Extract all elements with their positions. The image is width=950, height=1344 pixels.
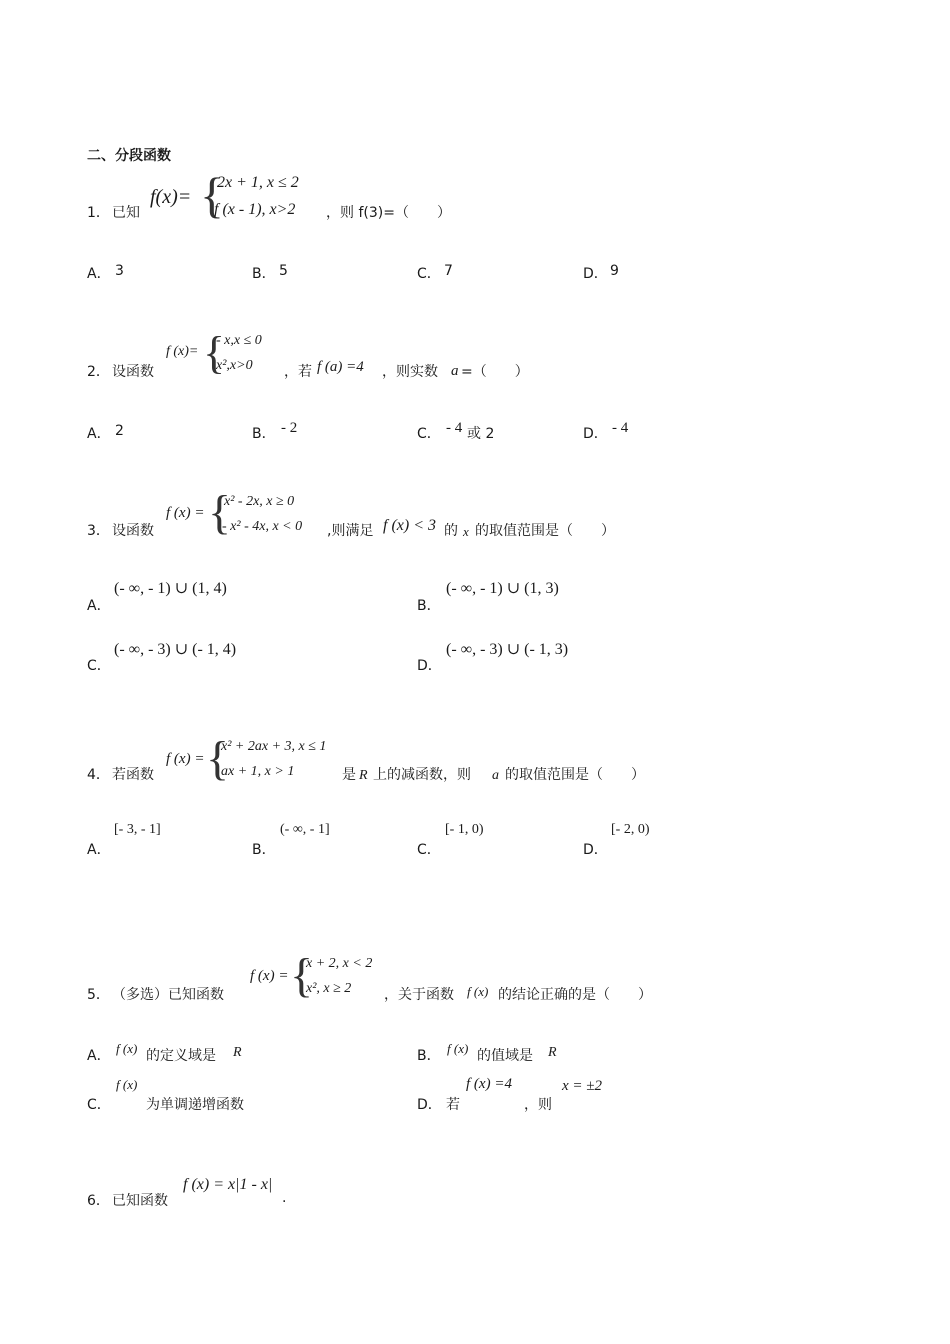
- option-b-letter: B．: [252, 426, 276, 442]
- variable: x: [463, 524, 469, 539]
- question-stem-prefix: 已知函数: [112, 1193, 168, 1209]
- question-stem-suffix: =（ ）: [461, 364, 529, 380]
- option-a-letter: A．: [87, 1048, 111, 1064]
- piecewise-case-1: x² + 2ax + 3, x ≤ 1: [221, 739, 327, 754]
- option-a-letter: A．: [87, 426, 111, 442]
- question-stem-text: ，则实数: [382, 364, 438, 380]
- option-d-letter: D．: [583, 266, 608, 282]
- option-a[interactable]: 3: [115, 263, 124, 279]
- option-b[interactable]: (- ∞, - 1]: [280, 822, 330, 837]
- variable: a: [492, 768, 499, 783]
- question-stem-prefix: （多选）已知函数: [112, 987, 224, 1003]
- option-b-var: R: [548, 1045, 557, 1060]
- piecewise-brace: {: [290, 949, 314, 1002]
- option-d-letter: D．: [583, 842, 608, 858]
- function-name: f(x)=: [150, 186, 192, 208]
- option-c-letter: C．: [417, 842, 441, 858]
- question-stem-text: 上的减函数，则: [373, 767, 471, 783]
- piecewise-brace: {: [208, 486, 232, 539]
- question-stem-prefix: 设函数: [112, 523, 154, 539]
- option-d-var: x = ±2: [562, 1078, 603, 1094]
- option-a-letter: A．: [87, 266, 111, 282]
- option-d-prefix: 若: [446, 1097, 460, 1113]
- piecewise-case-1: x + 2, x < 2: [306, 956, 373, 971]
- section-title: 二、分段函数: [87, 148, 171, 164]
- option-d-letter: D．: [583, 426, 608, 442]
- function-name: f (x) =: [250, 968, 289, 984]
- question-stem-prefix: 设函数: [112, 364, 154, 380]
- piecewise-case-1: x² - 2x, x ≥ 0: [224, 494, 295, 509]
- option-b-letter: B．: [417, 598, 441, 614]
- question-number: 5．: [87, 987, 110, 1003]
- question-stem-text: ，关于函数: [384, 987, 454, 1003]
- option-c-letter: C．: [87, 1097, 111, 1113]
- function-name: f (x)=: [166, 344, 199, 359]
- question-number: 2．: [87, 364, 110, 380]
- piecewise-case-2: ax + 1, x > 1: [221, 764, 295, 779]
- question-stem-text: 的: [444, 523, 458, 539]
- option-a[interactable]: 的定义域是: [146, 1048, 216, 1064]
- option-c-letter: C．: [417, 266, 441, 282]
- option-c-letter: C．: [417, 426, 441, 442]
- option-c-math: f (x): [116, 1077, 138, 1092]
- piecewise-brace: {: [206, 732, 230, 785]
- option-b-math: f (x): [447, 1041, 469, 1056]
- option-c-letter: C．: [87, 658, 111, 674]
- option-b-letter: B．: [252, 266, 276, 282]
- option-b-letter: B．: [252, 842, 276, 858]
- variable: a: [451, 363, 459, 379]
- option-b[interactable]: 的值域是: [477, 1048, 533, 1064]
- option-b[interactable]: - 2: [281, 420, 298, 436]
- function-expr: f (x) = x|1 - x|: [183, 1176, 273, 1193]
- question-number: 1．: [87, 205, 110, 221]
- piecewise-brace: {: [200, 167, 224, 223]
- question-stem-suffix: 的取值范围是（ ）: [475, 523, 615, 539]
- option-c[interactable]: 7: [444, 263, 453, 279]
- question-stem-text: 是: [342, 767, 356, 783]
- question-stem-suffix: 的结论正确的是（ ）: [498, 987, 652, 1003]
- option-a[interactable]: 2: [115, 423, 124, 439]
- question-stem-prefix: 已知: [112, 205, 140, 221]
- option-d[interactable]: (- ∞, - 3) ∪ (- 1, 3): [446, 641, 569, 658]
- option-c[interactable]: (- ∞, - 3) ∪ (- 1, 4): [114, 641, 237, 658]
- condition-expr: f (x) < 3: [383, 517, 436, 534]
- question-number: 3．: [87, 523, 110, 539]
- option-b-letter: B．: [417, 1048, 441, 1064]
- function-ref: f (x): [467, 984, 489, 999]
- function-name: f (x) =: [166, 751, 205, 767]
- piecewise-case-2: x², x ≥ 2: [306, 981, 352, 996]
- option-b[interactable]: (- ∞, - 1) ∪ (1, 3): [446, 580, 559, 597]
- piecewise-case-2: - x² - 4x, x < 0: [222, 519, 303, 534]
- option-c[interactable]: [- 1, 0): [445, 822, 484, 837]
- function-name: f (x) =: [166, 505, 205, 521]
- option-d[interactable]: - 4: [612, 420, 629, 436]
- question-number: 4．: [87, 767, 110, 783]
- condition-expr: f (a) =4: [317, 359, 364, 375]
- question-number: 6．: [87, 1193, 110, 1209]
- variable: R: [359, 768, 368, 783]
- option-d-letter: D．: [417, 1097, 442, 1113]
- question-stem-suffix: ，则 f(3)=（ ）: [326, 205, 451, 221]
- piecewise-brace: {: [203, 327, 226, 378]
- option-a[interactable]: [- 3, - 1]: [114, 822, 161, 837]
- option-c[interactable]: - 4: [446, 420, 463, 436]
- piecewise-case-1: 2x + 1, x ≤ 2: [217, 174, 299, 191]
- option-a-var: R: [233, 1045, 242, 1060]
- piecewise-case-2: f (x - 1), x>2: [214, 201, 296, 218]
- question-stem-suffix: .: [282, 1190, 287, 1206]
- question-stem-prefix: 若函数: [112, 767, 154, 783]
- question-stem-text: ,则满足: [327, 523, 374, 539]
- option-d[interactable]: 9: [610, 263, 619, 279]
- option-c-suffix: 或 2: [467, 426, 495, 442]
- option-d[interactable]: [- 2, 0): [611, 822, 650, 837]
- question-stem-text: ，若: [284, 364, 312, 380]
- option-b[interactable]: 5: [279, 263, 288, 279]
- option-d-math: f (x) =4: [466, 1076, 512, 1092]
- option-c[interactable]: 为单调递增函数: [146, 1097, 244, 1113]
- question-stem-suffix: 的取值范围是（ ）: [505, 767, 645, 783]
- option-a-math: f (x): [116, 1041, 138, 1056]
- option-a-letter: A．: [87, 598, 111, 614]
- option-d-letter: D．: [417, 658, 442, 674]
- piecewise-case-1: - x,x ≤ 0: [216, 333, 262, 348]
- option-a[interactable]: (- ∞, - 1) ∪ (1, 4): [114, 580, 227, 597]
- option-d[interactable]: ，则: [524, 1097, 552, 1113]
- option-a-letter: A．: [87, 842, 111, 858]
- piecewise-case-2: x²,x>0: [216, 358, 253, 373]
